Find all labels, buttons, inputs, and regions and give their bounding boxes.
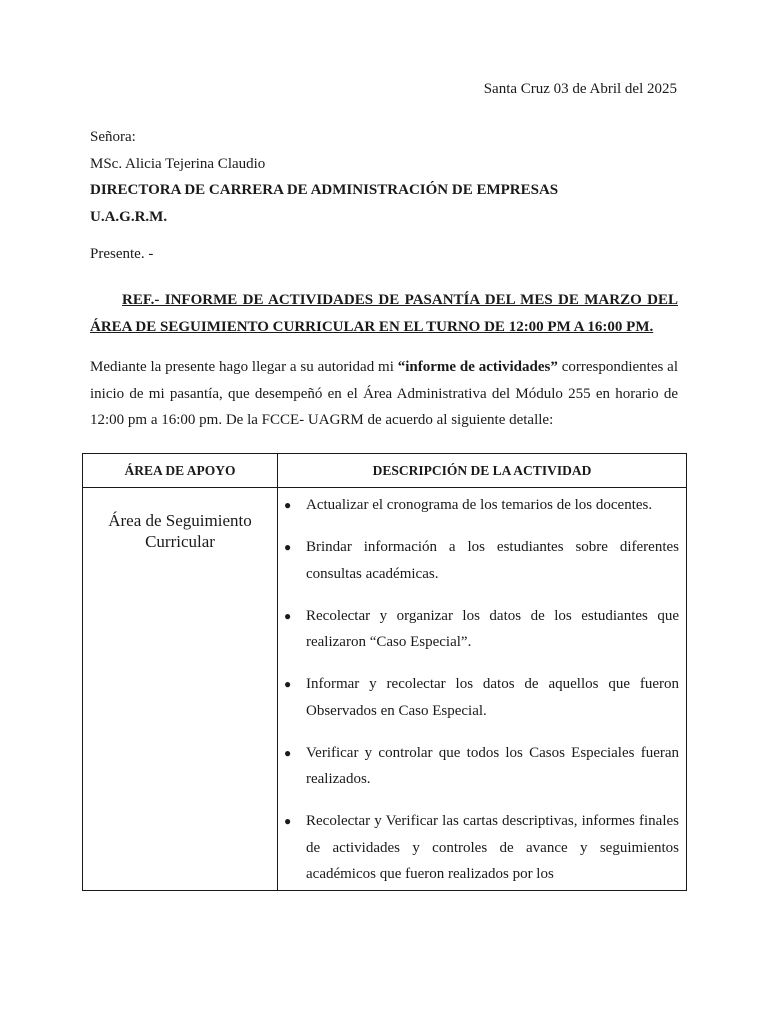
header-area: ÁREA DE APOYO <box>83 454 278 488</box>
bullet-icon: ● <box>284 540 292 554</box>
list-item <box>284 740 679 793</box>
description-content <box>284 492 679 889</box>
list-item <box>284 671 679 724</box>
header-description: DESCRIPCIÓN DE LA ACTIVIDAD <box>278 454 687 488</box>
intro-paragraph <box>90 354 678 434</box>
activities-table <box>82 453 687 891</box>
table-header-row <box>83 454 687 488</box>
bullet-icon: ● <box>284 677 292 691</box>
activity-text: Verificar y controlar que todos los Casos Especiales fueran realizados. <box>306 744 679 787</box>
reference-line: REF.- INFORME DE ACTIVIDADES DE PASANTÍA DEL MES DE MARZO DEL ÁREA DE SEGUIMIENTO CURRICULAR EN EL TURNO DE 12:00 PM A 16:00 PM. <box>90 292 678 335</box>
letter-date: Santa Cruz 03 de Abril del 2025 <box>483 81 677 97</box>
recipient-block <box>90 124 558 230</box>
activity-text: Actualizar el cronograma de los temarios de los docentes. <box>306 497 653 513</box>
list-item <box>284 492 679 519</box>
recipient-name: MSc. Alicia Tejerina Claudio <box>90 155 266 172</box>
activity-text: Informar y recolectar los datos de aquellos que fueron Observados en Caso Especial. <box>306 676 679 719</box>
activity-text: Brindar información a los estudiantes sobre diferentes consultas académicas. <box>306 539 679 582</box>
area-cell: Área de Seguimiento Curricular <box>83 488 278 891</box>
intro-emphasis: “informe de actividades” <box>397 359 558 375</box>
intro-text-start: Mediante la presente hago llegar a su autoridad mi <box>90 359 398 375</box>
list-item <box>284 808 679 888</box>
table-row <box>83 488 687 891</box>
activity-text: Recolectar y Verificar las cartas descriptivas, informes finales de actividades y controles de avance y seguimientos académicos que fueron realizados por los <box>306 813 679 882</box>
recipient-title: DIRECTORA DE CARRERA DE ADMINISTRACIÓN DE EMPRESAS <box>90 182 559 198</box>
bullet-icon: ● <box>284 608 292 623</box>
description-cell <box>278 488 687 891</box>
activity-text: Recolectar y organizar los datos de los estudiantes que realizaron “Caso Especial”. <box>306 607 679 650</box>
list-item <box>284 603 679 656</box>
presente-line: Presente. - <box>90 246 154 262</box>
intro-text-end: correspondientes al inicio de mi pasantía, que desempeñó en el Área Administrativa del Módulo 255 en horario de 12:00 pm a 16:00 pm. De la FCCE- UAGRM de acuerdo al siguiente detalle: <box>90 359 678 428</box>
list-item <box>284 534 679 587</box>
bullet-icon: ● <box>284 745 292 760</box>
bullet-icon: ● <box>284 498 292 512</box>
institution: U.A.G.R.M. <box>90 208 168 225</box>
salutation: Señora: <box>90 129 136 145</box>
bullet-icon: ● <box>284 814 292 828</box>
activity-list <box>284 492 679 888</box>
